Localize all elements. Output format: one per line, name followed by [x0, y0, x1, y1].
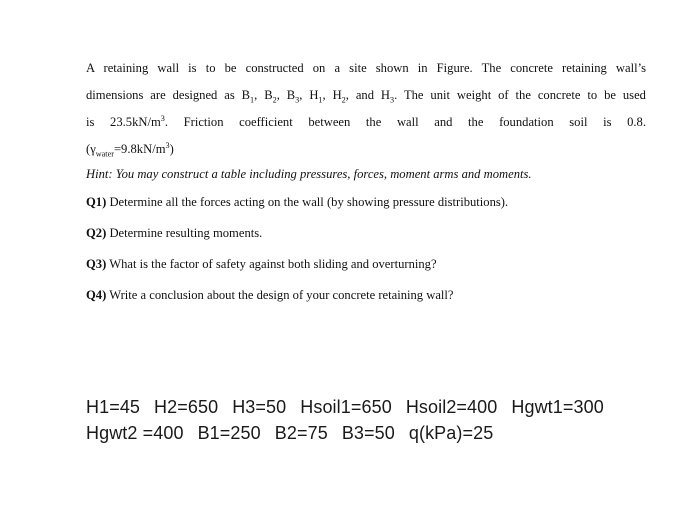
param-b1: B1=250: [197, 423, 261, 443]
param-h1: H1=45: [86, 397, 141, 417]
parameter-row-1: [86, 394, 618, 420]
param-h3: H3=50: [232, 397, 287, 417]
hint-text: Hint: You may construct a table including pressures, forces, moment arms and moments.: [86, 167, 532, 181]
param-h2: H2=650: [154, 397, 219, 417]
question-4: [86, 285, 454, 305]
intro-line-4: $(\gamma_{water}=9.8kN/m^3)$: [86, 140, 174, 159]
question-3-text: What is the factor of safety against both sliding and overturning?: [106, 257, 437, 271]
intro-line-1: A retaining wall is to be constructed on a site shown in Figure. The concrete retaining wall’s: [86, 61, 646, 75]
question-1-text: Determine all the forces acting on the wall (by showing pressure distributions).: [106, 195, 509, 209]
parameter-row-2: [86, 420, 618, 446]
problem-statement: [86, 58, 646, 166]
param-q: q(kPa)=25: [408, 423, 494, 443]
param-hsoil2: Hsoil2=400: [405, 397, 498, 417]
question-1: [86, 192, 508, 212]
param-b2: B2=75: [274, 423, 328, 443]
question-3-label: Q3): [86, 257, 107, 271]
question-1-label: Q1): [86, 195, 107, 209]
question-4-text: Write a conclusion about the design of your concrete retaining wall?: [106, 288, 454, 302]
question-3: [86, 254, 437, 274]
param-hgwt2: Hgwt2 =400: [86, 423, 184, 443]
param-hsoil1: Hsoil1=650: [300, 397, 392, 417]
question-2-label: Q2): [86, 226, 107, 240]
param-b3: B3=50: [341, 423, 395, 443]
parameter-values: [86, 394, 618, 446]
intro-line-3: is $23.5kN/m^3$. Friction coefficient between the wall and the foundation soil is 0.8.: [86, 113, 646, 129]
intro-line-2: dimensions are designed as $B_1$, $B_2$, $B_3$, $H_1$, $H_2$, and $H_3$. The unit weight of the concrete to be used: [86, 88, 646, 105]
param-hgwt1: Hgwt1=300: [511, 397, 604, 417]
question-2-text: Determine resulting moments.: [106, 226, 263, 240]
question-2: [86, 223, 262, 243]
question-4-label: Q4): [86, 288, 107, 302]
